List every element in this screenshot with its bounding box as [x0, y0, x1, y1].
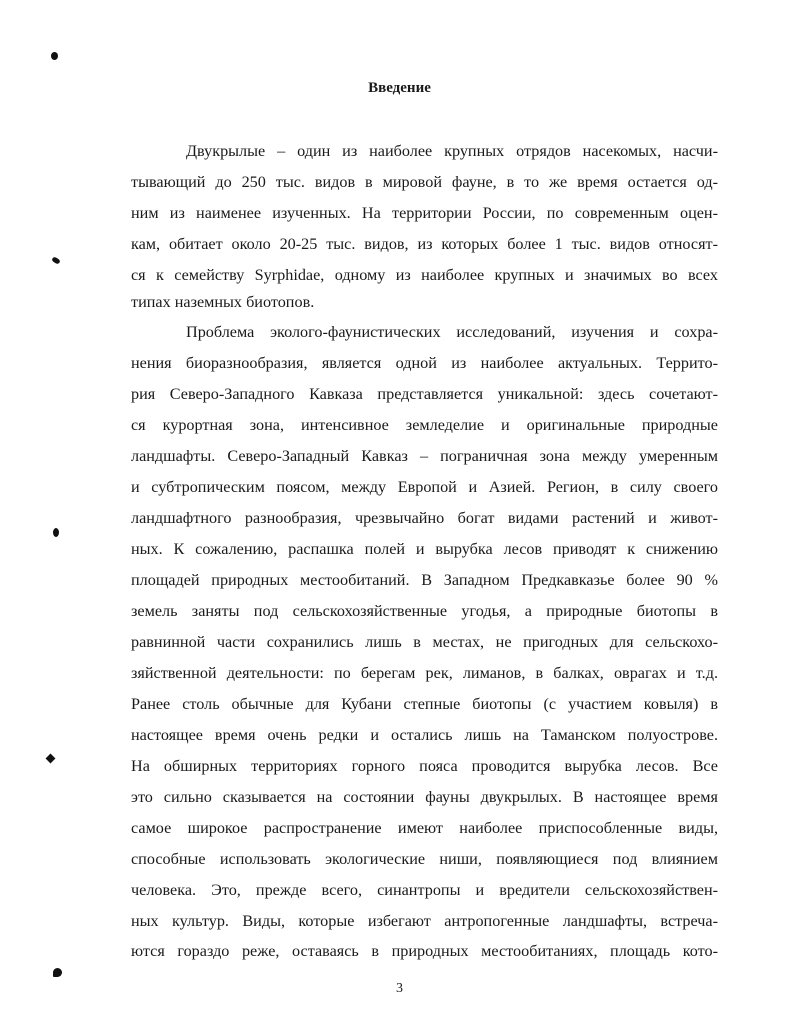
paragraph-2-line-13: Ранее столь обычные для Кубани степные биотопы (с участием ковыля) в [131, 695, 718, 713]
paragraph-2-line-19: человека. Это, прежде всего, синантропы и вредители сельскохозяйствен- [131, 881, 718, 899]
paragraph-2-line-5: ландшафты. Северо-Западный Кавказ – пограничная зона между умеренным [131, 447, 718, 465]
paragraph-2-line-4: ся курортная зона, интенсивное земледелие и оригинальные природные [131, 416, 718, 434]
paragraph-2-line-10: земель заняты под сельскохозяйственные угодья, а природные биотопы в [131, 602, 718, 620]
paragraph-2-line-8: ных. К сожалению, распашка полей и вырубка лесов приводят к снижению [131, 540, 718, 558]
scan-speck-1 [51, 52, 58, 60]
paragraph-2-line-7: ландшафтного разнообразия, чрезвычайно богат видами растений и живот- [131, 509, 718, 527]
scan-speck-2 [51, 256, 60, 264]
paragraph-2-line-21: ются гораздо реже, оставаясь в природных местообитаниях, площадь кото- [131, 942, 718, 960]
paragraph-2-line-12: зяйственной деятельности: по берегам рек, лиманов, в балках, оврагах и т.д. [131, 664, 718, 682]
paragraph-1-line-3: ним из наименее изученных. На территории России, по современным оцен- [131, 204, 718, 222]
paragraph-1-line-6: типах наземных биотопов. [131, 293, 315, 311]
paragraph-2-line-15: На обширных территориях горного пояса проводится вырубка лесов. Все [131, 757, 718, 775]
paragraph-2-line-6: и субтропическим поясом, между Европой и Азией. Регион, в силу своего [131, 478, 718, 496]
paragraph-2-line-18: способные использовать экологические ниши, появляющиеся под влиянием [131, 850, 718, 868]
paragraph-1-line-5: ся к семейству Syrphidae, одному из наиболее крупных и значимых во всех [131, 266, 718, 284]
scan-speck-5 [53, 968, 62, 977]
paragraph-2-line-20: ных культур. Виды, которые избегают антропогенные ландшафты, встреча- [131, 912, 718, 930]
paragraph-2-line-9: площадей природных местообитаний. В Западном Предкавказье более 90 % [131, 571, 718, 589]
paragraph-2-line-1: Проблема эколого-фаунистических исследований, изучения и сохра- [186, 323, 718, 341]
paragraph-2-line-16: это сильно сказывается на состоянии фауны двукрылых. В настоящее время [131, 788, 718, 806]
paragraph-2-line-2: нения биоразнообразия, является одной из наиболее актуальных. Террито- [131, 354, 718, 372]
paragraph-1-line-2: тывающий до 250 тыс. видов в мировой фауне, в то же время остается од- [131, 173, 718, 191]
page-number: 3 [396, 981, 403, 996]
paragraph-1-line-4: кам, обитает около 20-25 тыс. видов, из которых более 1 тыс. видов относят- [131, 235, 718, 253]
paragraph-2-line-3: рия Северо-Западного Кавказа представляется уникальной: здесь сочетают- [131, 385, 718, 403]
paragraph-2-line-14: настоящее время очень редки и остались лишь на Таманском полуострове. [131, 726, 718, 744]
scan-speck-3 [53, 528, 59, 537]
paragraph-2-line-11: равнинной части сохранились лишь в местах, не пригодных для сельскохо- [131, 633, 718, 651]
paragraph-1-line-1: Двукрылые – один из наиболее крупных отрядов насекомых, насчи- [186, 142, 718, 160]
section-heading: Введение [368, 80, 431, 96]
paragraph-2-line-17: самое широкое распространение имеют наиболее приспособленные виды, [131, 819, 718, 837]
scan-speck-4 [46, 754, 56, 764]
